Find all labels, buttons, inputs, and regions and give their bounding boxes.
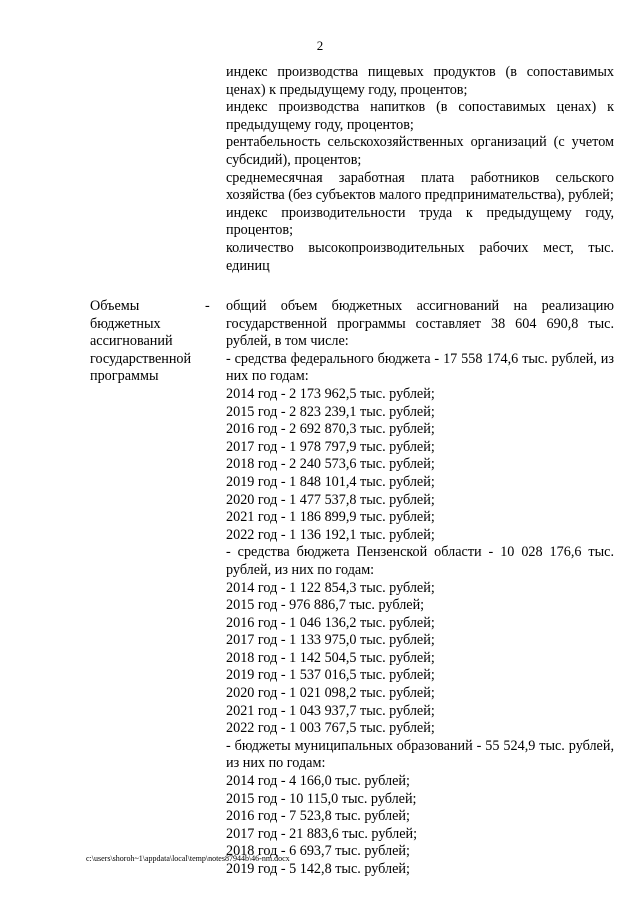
regional-budget-heading: - средства бюджета Пензенской области - 10 028 176,6 тыс. рублей, из них по годам:	[226, 544, 614, 578]
indicator-beverage-production-index: индекс производства напитков (в сопоставимых ценах) к предыдущему году, процентов;	[226, 99, 614, 133]
page-number: 2	[316, 38, 324, 53]
federal-budget-heading: - средства федерального бюджета - 17 558 174,6 тыс. рублей, из них по годам:	[226, 350, 614, 385]
indicators-list	[226, 64, 614, 275]
federal-year-2015: 2015 год - 2 823 239,1 тыс. рублей;	[226, 403, 435, 420]
regional-year-2014: 2014 год - 1 122 854,3 тыс. рублей;	[226, 579, 435, 596]
federal-year-2020: 2020 год - 1 477 537,8 тыс. рублей;	[226, 491, 435, 508]
indicator-food-production-index: индекс производства пищевых продуктов (в сопоставимых ценах) к предыдущему году, процентов;	[226, 64, 614, 98]
section-dash: -	[205, 298, 210, 314]
federal-year-2017: 2017 год - 1 978 797,9 тыс. рублей;	[226, 438, 435, 455]
municipal-year-2017: 2017 год - 21 883,6 тыс. рублей;	[226, 825, 418, 842]
federal-year-2016: 2016 год - 2 692 870,3 тыс. рублей;	[226, 421, 435, 438]
municipal-year-2018: 2018 год - 6 693,7 тыс. рублей;	[226, 843, 410, 860]
municipal-year-2016: 2016 год - 7 523,8 тыс. рублей;	[226, 808, 410, 825]
indicator-average-salary: среднемесячная заработная плата работников сельского хозяйства (без субъектов малого предпринимательства), рублей;	[226, 169, 614, 204]
regional-year-2017: 2017 год - 1 133 975,0 тыс. рублей;	[226, 632, 435, 649]
federal-year-2021: 2021 год - 1 186 899,9 тыс. рублей;	[226, 509, 435, 526]
federal-year-2018: 2018 год - 2 240 573,6 тыс. рублей;	[226, 456, 435, 473]
municipal-year-2015: 2015 год - 10 115,0 тыс. рублей;	[226, 790, 417, 807]
indicator-agri-profitability: рентабельность сельскохозяйственных организаций (с учетом субсидий), процентов;	[226, 134, 614, 168]
regional-year-2015: 2015 год - 976 886,7 тыс. рублей;	[226, 597, 425, 614]
federal-year-2022: 2022 год - 1 136 192,1 тыс. рублей;	[226, 526, 435, 543]
footer-file-path: c:\users\shoroh~1\appdata\local\temp\notes87944b\46-nm.docx	[86, 854, 290, 863]
budget-allocations	[226, 298, 614, 879]
regional-year-2018: 2018 год - 1 142 504,5 тыс. рублей;	[226, 649, 435, 666]
regional-year-2020: 2020 год - 1 021 098,2 тыс. рублей;	[226, 685, 435, 702]
budget-total: общий объем бюджетных ассигнований на реализацию государственной программы составляет 38 604 690,8 тыс. рублей, в том числе:	[226, 298, 614, 350]
federal-year-2014: 2014 год - 2 173 962,5 тыс. рублей;	[226, 385, 435, 402]
regional-year-2021: 2021 год - 1 043 937,7 тыс. рублей;	[226, 702, 435, 719]
regional-year-2022: 2022 год - 1 003 767,5 тыс. рублей;	[226, 720, 435, 737]
indicator-high-productivity-jobs: количество высокопроизводительных рабочих мест, тыс. единиц	[226, 239, 614, 274]
regional-year-2016: 2016 год - 1 046 136,2 тыс. рублей;	[226, 614, 435, 631]
budget-section-label: Объемы бюджетных ассигнований государственной программы	[90, 298, 192, 385]
regional-year-2019: 2019 год - 1 537 016,5 тыс. рублей;	[226, 667, 435, 684]
municipal-year-2019: 2019 год - 5 142,8 тыс. рублей;	[226, 861, 410, 877]
municipal-budget-heading: - бюджеты муниципальных образований - 55 524,9 тыс. рублей, из них по годам:	[226, 737, 614, 772]
municipal-year-2014: 2014 год - 4 166,0 тыс. рублей;	[226, 773, 410, 790]
indicator-labor-productivity: индекс производительности труда к предыдущему году, процентов;	[226, 204, 614, 239]
federal-year-2019: 2019 год - 1 848 101,4 тыс. рублей;	[226, 473, 435, 490]
